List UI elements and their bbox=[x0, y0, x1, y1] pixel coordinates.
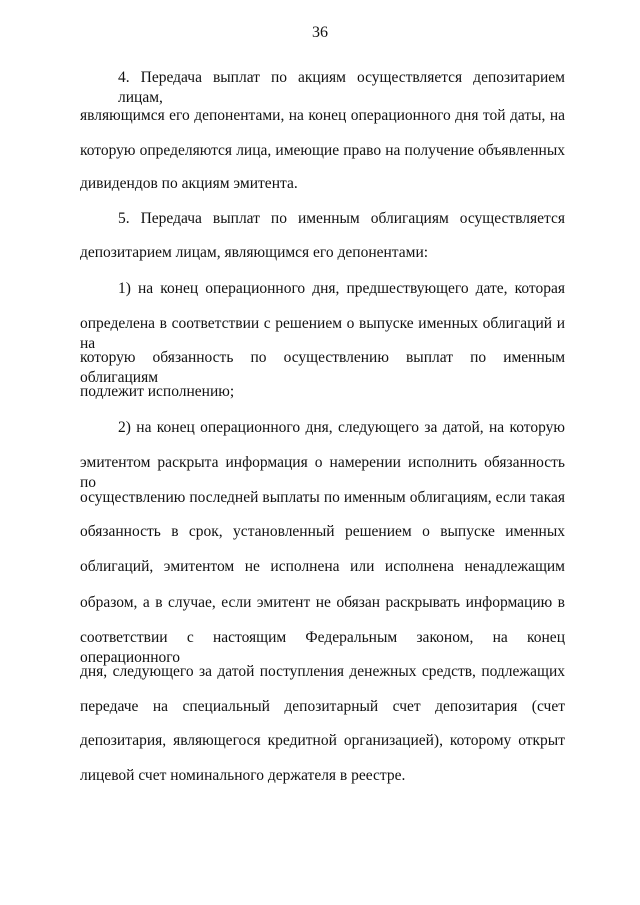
text-line: 2) на конец операционного дня, следующего за датой, на которую bbox=[118, 419, 565, 436]
text-line: осуществлению последней выплаты по именным облигациям, если такая bbox=[80, 489, 565, 506]
page-number: 36 bbox=[312, 24, 328, 41]
text-line: передаче на специальный депозитарный счет депозитария (счет bbox=[80, 698, 565, 715]
text-line: лицевой счет номинального держателя в реестре. bbox=[80, 767, 406, 784]
text-line: 4. Передача выплат по акциям осуществляется депозитарием лицам, bbox=[118, 69, 565, 106]
text-line: дивидендов по акциям эмитента. bbox=[80, 175, 298, 192]
text-line: эмитентом раскрыта информация о намерении исполнить обязанность по bbox=[80, 454, 565, 491]
text-line: подлежит исполнению; bbox=[80, 383, 235, 400]
text-line: дня, следующего за датой поступления денежных средств, подлежащих bbox=[80, 663, 565, 680]
text-line: 5. Передача выплат по именным облигациям осуществляется bbox=[118, 210, 565, 227]
text-line: соответствии с настоящим Федеральным законом, на конец операционного bbox=[80, 629, 565, 666]
text-line: депозитария, являющегося кредитной организацией), которому открыт bbox=[80, 732, 565, 749]
text-line: которую определяются лица, имеющие право на получение объявленных bbox=[80, 142, 565, 159]
text-line: определена в соответствии с решением о выпуске именных облигаций и на bbox=[80, 315, 565, 352]
text-line: являющимся его депонентами, на конец операционного дня той даты, на bbox=[80, 107, 565, 124]
text-line: облигаций, эмитентом не исполнена или исполнена ненадлежащим bbox=[80, 558, 565, 575]
text-line: обязанность в срок, установленный решением о выпуске именных bbox=[80, 523, 565, 540]
text-line: образом, а в случае, если эмитент не обязан раскрывать информацию в bbox=[80, 594, 565, 611]
text-line: депозитарием лицам, являющимся его депонентами: bbox=[80, 244, 429, 261]
text-line: 1) на конец операционного дня, предшествующего дате, которая bbox=[118, 280, 565, 297]
text-line: которую обязанность по осуществлению выплат по именным облигациям bbox=[80, 349, 565, 386]
